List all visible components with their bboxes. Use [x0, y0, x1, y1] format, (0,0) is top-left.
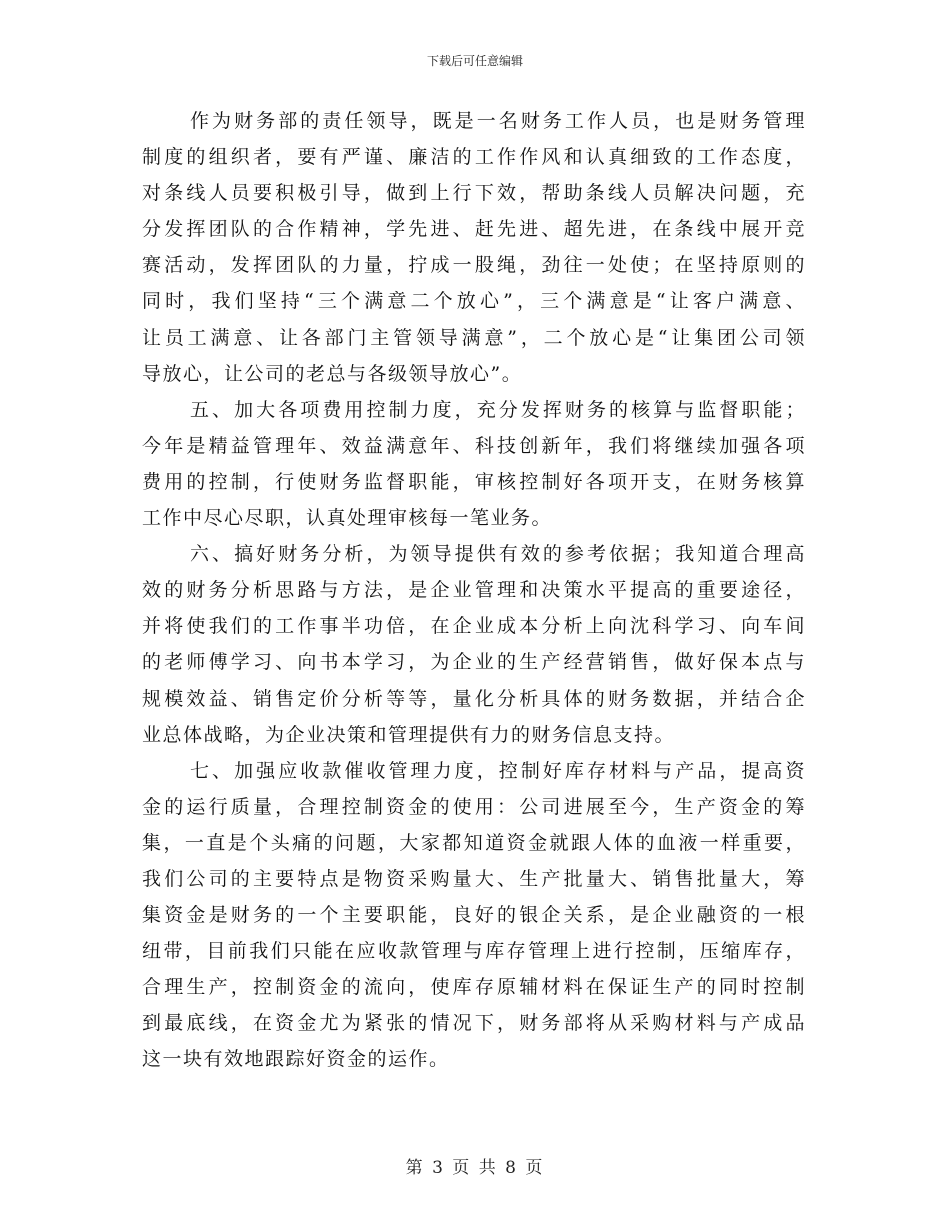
text-line: 集，一直是个头痛的问题，大家都知道资金就跟人体的血液一样重要， — [142, 831, 806, 854]
text-line: 纽带，目前我们只能在应收款管理与库存管理上进行控制，压缩库存， — [142, 940, 806, 963]
text-line: 工作中尽心尽职，认真处理审核每一笔业务。 — [142, 507, 553, 530]
paragraph — [142, 536, 806, 753]
text-line: 并将使我们的工作事半功倍，在企业成本分析上向沈科学习、向车间 — [142, 615, 806, 638]
text-line: 分发挥团队的合作精神，学先进、赶先进、超先进，在条线中展开竞 — [142, 218, 806, 241]
document-body — [142, 103, 806, 1078]
paragraph — [142, 392, 806, 536]
text-line: 这一块有效地跟踪好资金的运作。 — [142, 1048, 450, 1071]
text-line: 集资金是财务的一个主要职能，良好的银企关系，是企业融资的一根 — [142, 904, 806, 927]
text-line: 我们公司的主要特点是物资采购量大、生产批量大、销售批量大，筹 — [142, 867, 806, 890]
text-line: 制度的组织者，要有严谨、廉洁的工作作风和认真细致的工作态度， — [142, 146, 806, 169]
text-line: 效的财务分析思路与方法，是企业管理和决策水平提高的重要途径， — [142, 579, 806, 602]
text-line: 合理生产，控制资金的流向，使库存原辅材料在保证生产的同时控制 — [142, 976, 806, 999]
page-footer: 第 3 页 共 8 页 — [405, 1158, 545, 1178]
page-header: 下载后可任意编辑 — [426, 54, 523, 68]
paragraph — [142, 753, 806, 1078]
text-line: 到最底线，在资金尤为紧张的情况下，财务部将从采购材料与产成品 — [142, 1012, 806, 1035]
paragraph — [142, 103, 806, 392]
text-line: 费用的控制，行使财务监督职能，审核控制好各项开支，在财务核算 — [142, 470, 806, 493]
text-line: 五、加大各项费用控制力度，充分发挥财务的核算与监督职能； — [190, 398, 806, 421]
text-line: 业总体战略，为企业决策和管理提供有力的财务信息支持。 — [142, 723, 676, 746]
text-line: 规模效益、销售定价分析等等，量化分析具体的财务数据，并结合企 — [142, 687, 806, 710]
text-line: 导放心，让公司的老总与各级领导放心”。 — [142, 362, 523, 385]
text-line: 让员工满意、让各部门主管领导满意”，二个放心是“让集团公司领 — [142, 326, 806, 349]
text-line: 六、搞好财务分析，为领导提供有效的参考依据；我知道合理高 — [190, 543, 806, 566]
text-line: 赛活动，发挥团队的力量，拧成一股绳，劲往一处使；在坚持原则的 — [142, 254, 806, 277]
text-line: 今年是精益管理年、效益满意年、科技创新年，我们将继续加强各项 — [142, 434, 806, 457]
text-line: 金的运行质量，合理控制资金的使用：公司进展至今，生产资金的筹 — [142, 795, 806, 818]
text-line: 七、加强应收款催收管理力度，控制好库存材料与产品，提高资 — [190, 759, 806, 782]
text-line: 同时，我们坚持“三个满意二个放心”，三个满意是“让客户满意、 — [142, 290, 806, 313]
text-line: 对条线人员要积极引导，做到上行下效，帮助条线人员解决问题，充 — [142, 182, 806, 205]
text-line: 的老师傅学习、向书本学习，为企业的生产经营销售，做好保本点与 — [142, 651, 806, 674]
text-line: 作为财务部的责任领导，既是一名财务工作人员，也是财务管理 — [190, 110, 806, 132]
